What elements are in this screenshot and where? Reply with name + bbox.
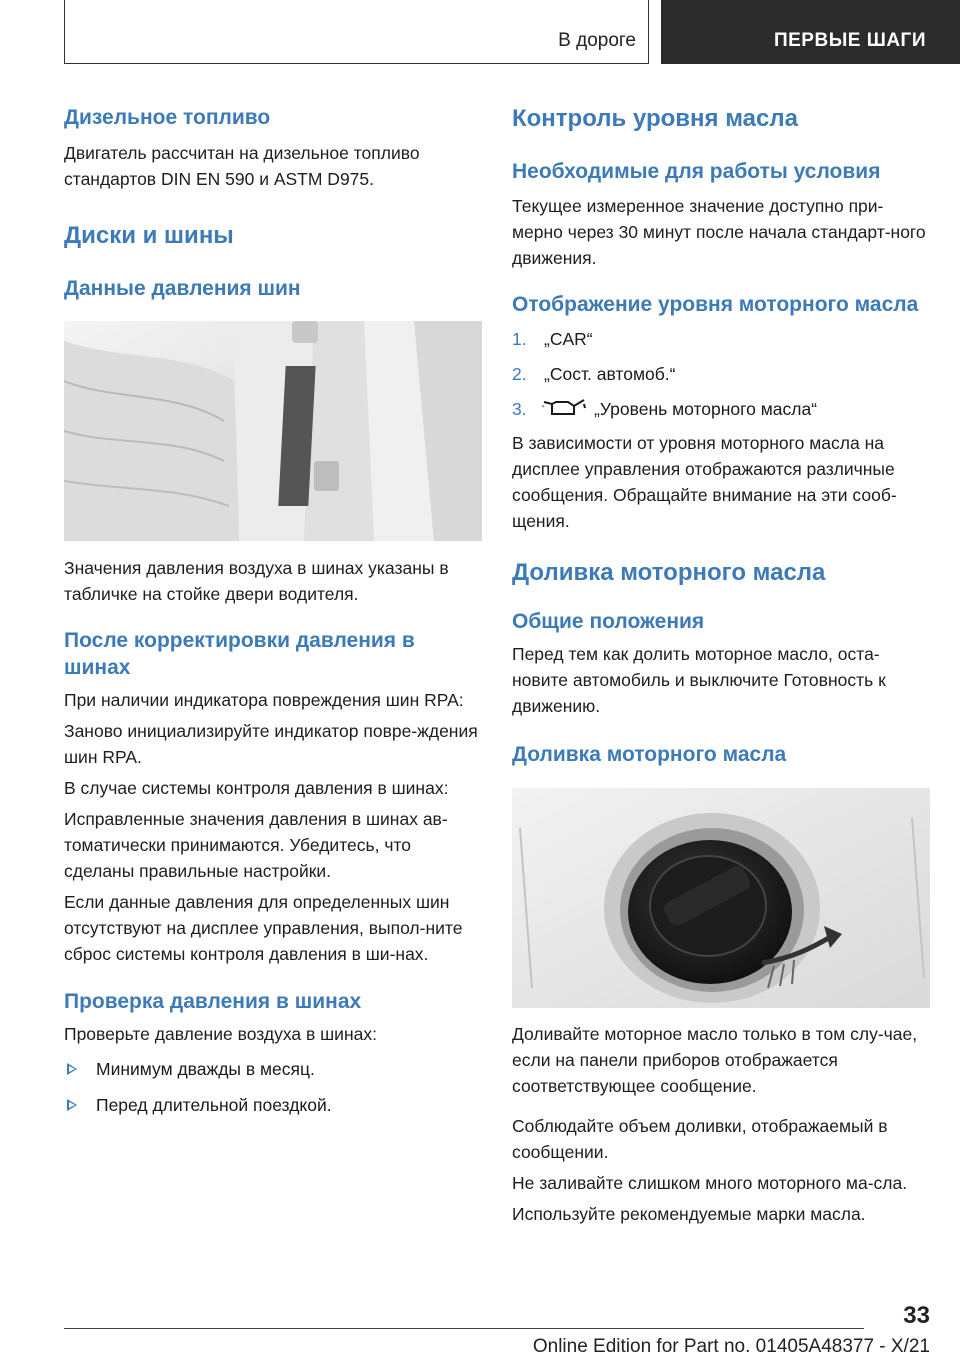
general-heading: Общие положения — [512, 610, 705, 633]
check-pressure-text: Проверьте давление воздуха в шинах: — [64, 1024, 377, 1044]
right-column — [512, 100, 930, 1227]
after-correction-p3: В случае системы контроля давления в шинах: — [64, 778, 449, 798]
left-column — [64, 100, 482, 1118]
after-correction-p2: Заново инициализируйте индикатор повре-ждения шин RPA. — [64, 721, 478, 767]
section-right-label: ПЕРВЫЕ ШАГИ — [773, 30, 926, 51]
list-item: Минимум дважды в месяц. — [64, 1056, 482, 1082]
display-oil-heading: Отображение уровня моторного масла — [512, 293, 919, 316]
oil-level-heading: Контроль уровня масла — [512, 105, 798, 132]
list-item: 3. „Уровень моторного масла“ — [512, 396, 930, 422]
triangle-bullet-icon — [67, 1099, 77, 1111]
list-item: 2. „Сост. автомоб.“ — [512, 364, 676, 384]
diesel-text: Двигатель рассчитан на дизельное топливо стандартов DIN EN 590 и ASTM D975. — [64, 143, 420, 189]
display-oil-text: В зависимости от уровня моторного масла на дисплее управления отображаются различные сообщения. Обращайте внимание на эти сооб-щения. — [512, 433, 897, 531]
edition-text: Online Edition for Part no. 01405A48377 - X/21 — [532, 1336, 930, 1357]
pressure-heading: Данные давления шин — [64, 277, 301, 300]
general-text: Перед тем как долить моторное масло, оста-новите автомобиль и выключите Готовность к движению. — [512, 644, 886, 716]
requirements-heading: Необходимые для работы условия — [512, 160, 881, 183]
check-pressure-heading: Проверка давления в шинах — [64, 990, 362, 1013]
topup-p4: Используйте рекомендуемые марки масла. — [512, 1204, 866, 1224]
after-correction-p5: Если данные давления для определенных шин отсутствуют на дисплее управления, выпол-ните сброс системы контроля давления в ши-нах. — [64, 892, 463, 964]
triangle-bullet-icon — [67, 1063, 77, 1075]
list-item: 1. „CAR“ — [512, 329, 593, 349]
after-correction-p4: Исправленные значения давления в шинах ав-томатически принимаются. Убедитесь, что сделаны правильные настройки. — [64, 809, 448, 881]
topup-p2: Соблюдайте объем доливки, отображаемый в сообщении. — [512, 1116, 888, 1162]
topup-p1: Доливайте моторное масло только в том слу-чае, если на панели приборов отображается соответствующее сообщение. — [512, 1024, 918, 1096]
oil-can-icon — [540, 396, 588, 425]
page-header — [0, 0, 960, 66]
page-number: 33 — [903, 1302, 930, 1329]
topup-p3: Не заливайте слишком много моторного ма-сла. — [512, 1173, 908, 1193]
topup-heading: Доливка моторного масла — [512, 559, 826, 586]
requirements-text: Текущее измеренное значение доступно при-мерно через 30 минут после начала стандарт-ного движения. — [512, 196, 926, 268]
pressure-caption: Значения давления воздуха в шинах указаны в табличке на стойке двери водителя. — [64, 558, 449, 604]
after-correction-heading: После корректировки давления в шинах — [64, 629, 415, 679]
topup-subheading: Доливка моторного масла — [512, 743, 787, 766]
after-correction-p1: При наличии индикатора повреждения шин RPA: — [64, 690, 464, 710]
footer-divider — [64, 1328, 864, 1329]
list-item: Перед длительной поездкой. — [64, 1092, 482, 1118]
section-left-label: В дороге — [558, 30, 636, 51]
door-pillar-illustration — [64, 321, 482, 541]
wheels-heading: Диски и шины — [64, 222, 234, 249]
section-tab-on-the-road — [64, 0, 649, 64]
diesel-heading: Дизельное топливо — [64, 106, 271, 129]
section-tab-first-steps — [661, 0, 960, 64]
oil-filler-cap-illustration — [512, 788, 930, 1008]
